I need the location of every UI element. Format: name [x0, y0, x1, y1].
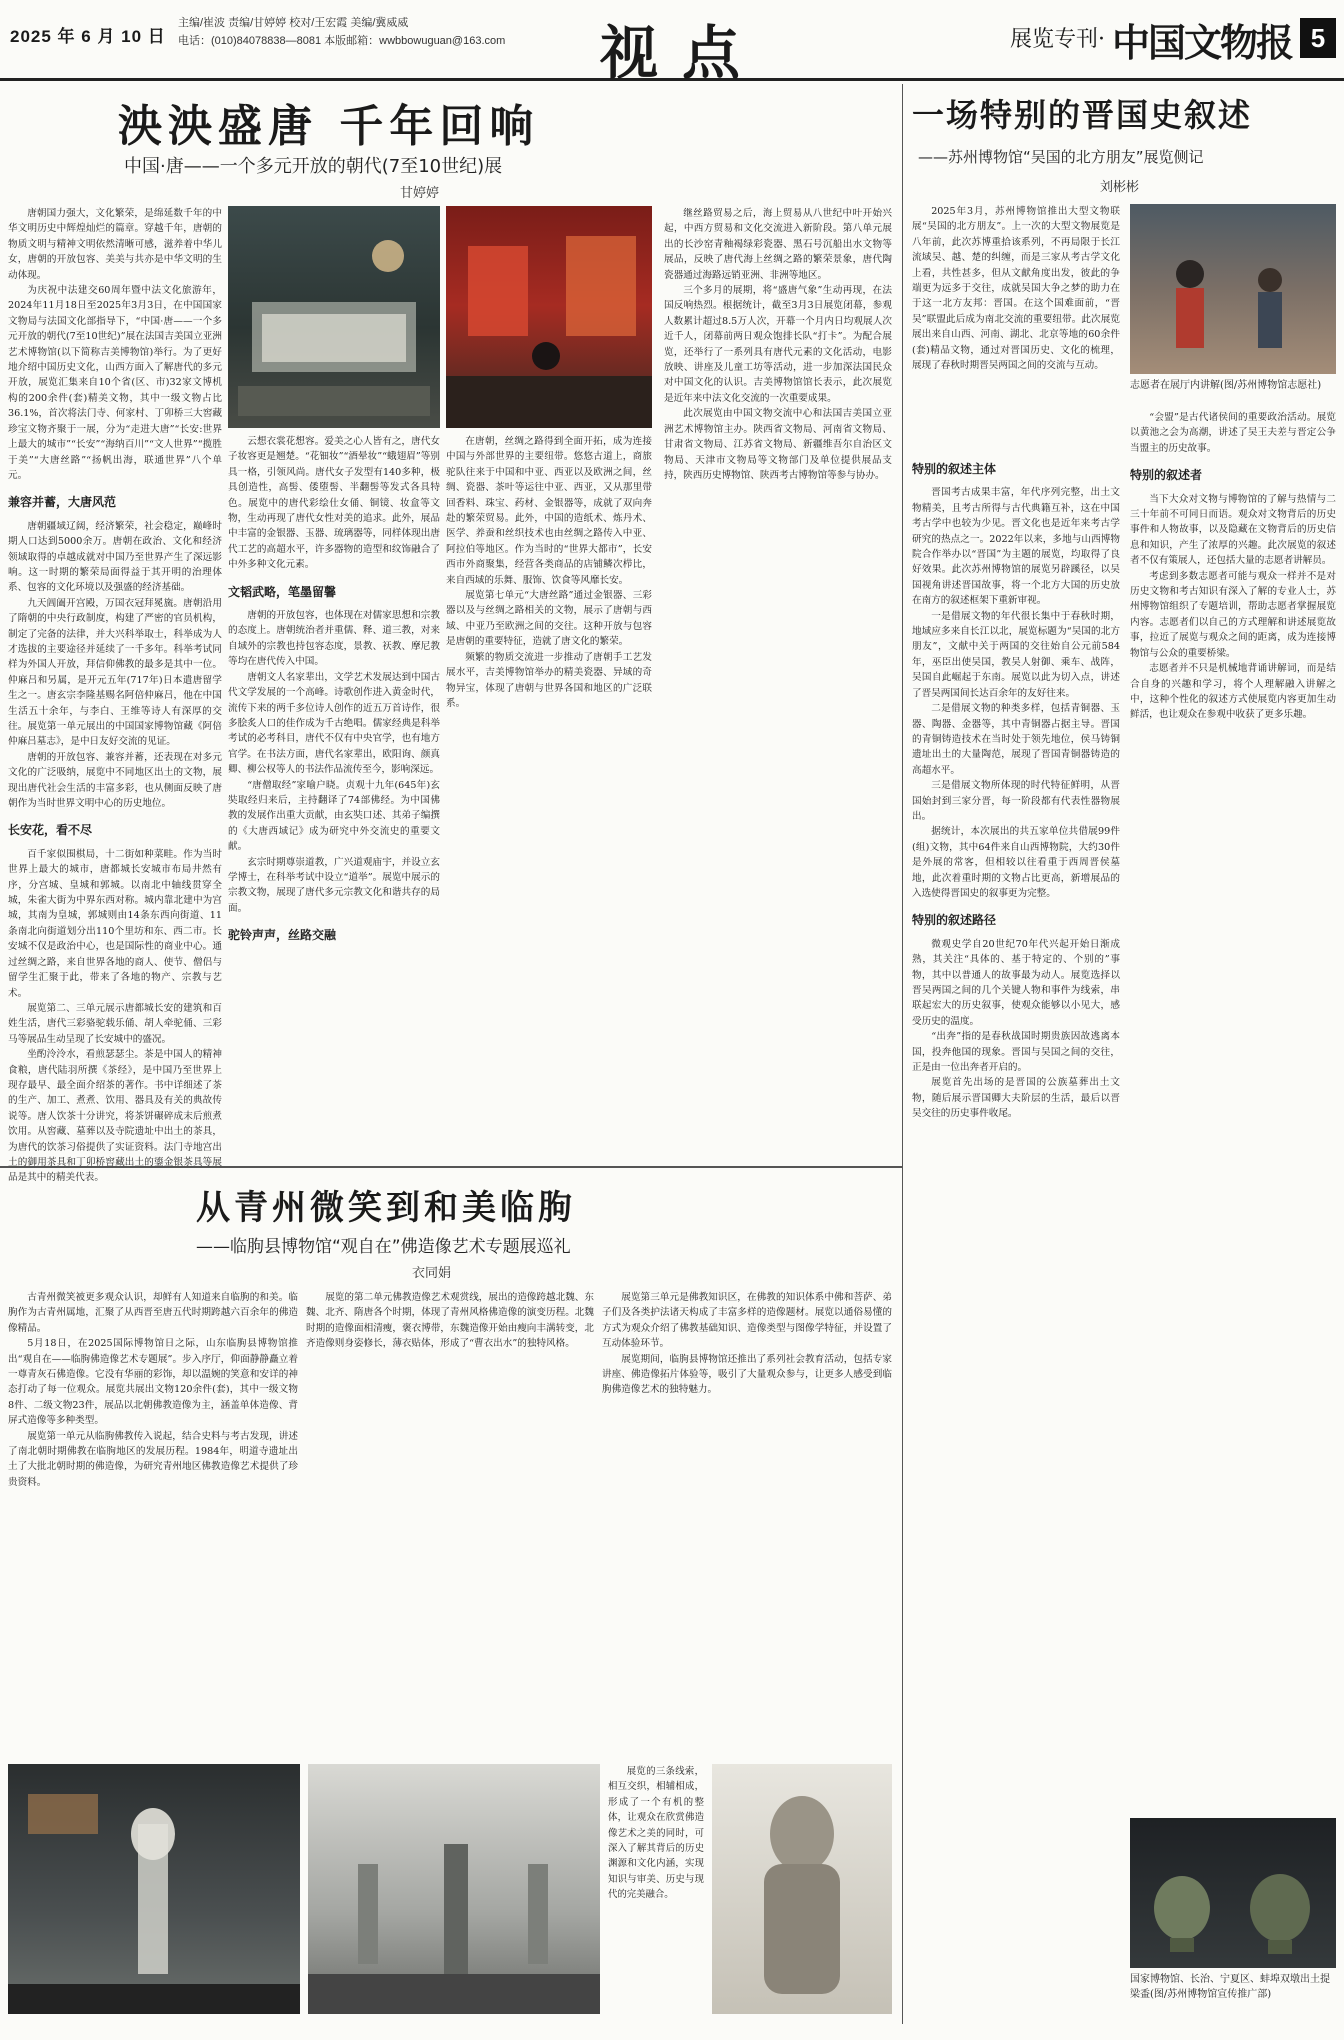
article3-author: 刘彬彬: [1100, 180, 1140, 195]
article3-subtitle: ——苏州博物馆“吴国的北方朋友”展览侧记: [918, 148, 1204, 166]
museum-display-photo-2: [446, 206, 652, 428]
article1-title: 泱泱盛唐 千年回响: [118, 101, 540, 152]
paragraph: 展览期间，临朐县博物馆还推出了系列社会教育活动，包括专家讲座、佛造像拓片体验等，吸引了大量观众参与，让更多人感受到临朐佛造像艺术的独特魅力。: [602, 1353, 892, 1396]
article3-title: 一场特别的晋国史叙述: [912, 96, 1253, 134]
buddha-closeup-photo: [712, 1764, 892, 2014]
paragraph: “会盟”是古代诸侯间的重要政治活动。展览以黄池之会为高潮，讲述了吴王夫差与晋定公争当盟主的历史故事。: [1130, 412, 1336, 454]
section-title: 视点: [600, 19, 765, 87]
article2-title: 从青州微笑到和美临朐: [196, 1188, 576, 1228]
article3-column-2: [1130, 410, 1336, 1810]
subheading: 特别的叙述主体: [912, 462, 997, 476]
article2-column-1: [8, 1290, 298, 1752]
column-divider: [902, 84, 903, 2024]
issue-date: 2025 年 6 月 10 日: [10, 27, 166, 46]
article1-author: 甘婷婷: [400, 186, 440, 201]
paragraph: 唐朝文人名家辈出，文学艺术发展达到中国古代文学发展的一个高峰。诗歌创作进入黄金时代，流传下来的两千多位诗人创作的近五万首诗作，很多脍炙人口的佳作成为千古绝唱。儒家经典是科举考试的必考科目，唐代不仅有中央官学，也有地方官学。在书法方面，唐代名家辈出，欧阳询、颜真卿、柳公权等人的书法作品流传至今，影响深远。: [228, 671, 440, 776]
paragraph: 展览第一单元从临朐佛教传入说起，结合史料与考古发现，讲述了南北朝时期佛教在临朐地区的发展历程。1984年，明道寺遗址出土了大批北朝时期的佛造像，为研究青州地区佛教造像艺术提供了珍贵资料。: [8, 1430, 298, 1488]
display-case-illustration: [228, 206, 440, 428]
volunteer-guide-photo: [1130, 204, 1336, 374]
paragraph: 继丝路贸易之后，海上贸易从八世纪中叶开始兴起，中西方贸易和文化交流进入新阶段。第八单元展出的长沙窑青釉褐绿彩瓷器、黑石号沉船出水文物等展品，反映了唐代海上丝绸之路的繁荣景象，唐代陶瓷器通过海路远销亚洲、非洲等地区。: [664, 208, 892, 281]
paragraph: 唐朝国力强大，文化繁荣，是绵延数千年的中华文明历史中辉煌灿烂的篇章。穿越千年，唐朝的物质文明与精神文明依然清晰可感，滋养着中华儿女，唐朝的开放包容、美美与共亦是中华文明的生动体现。: [8, 208, 222, 281]
buddha-exhibit-photo-2: [308, 1764, 600, 2014]
paragraph: 在唐朝，丝绸之路得到全面开拓，成为连接中国与外部世界的主要纽带。悠悠古道上，商旅驼队往来于中国和中亚、西亚以及欧洲之间，丝绸、瓷器、茶叶等运往中亚、西亚，又从那里带回香料、珠宝、药材、金银器等，成就了双向奔赴的繁荣贸易。此外，中国的造纸术、炼丹术、医学、养蚕和丝织技术也由丝绸之路传入中亚、阿拉伯等地区。作为当时的“世界大都市”，长安西市外商聚集，经营各类商品的店铺鳞次栉比，来自西域的乐舞、服饰、饮食等风靡长安。: [446, 436, 652, 586]
statue-hall-illustration: [8, 1764, 300, 2014]
article1-column-3: [446, 434, 652, 1156]
paragraph: 展览的第二单元佛教造像艺术观赏线，展出的造像跨越北魏、东魏、北齐、隋唐各个时期，体现了青州风格佛造像的演变历程。北魏时期的造像面相清瘦，褒衣博带，东魏造像开始由瘦向丰满转变，北齐造像则身姿修长，薄衣贴体，形成了“曹衣出水”的独特风格。: [306, 1292, 594, 1350]
paragraph: 玄宗时期尊崇道教，广兴道观庙宇，并设立玄学博士，在科举考试中设立“道举”。展览中展示的宗教文物，展现了唐代多元宗教文化和谐共存的局面。: [228, 856, 440, 914]
article1-column-4: [664, 206, 892, 1156]
paragraph: 云想衣裳花想容。爱美之心人皆有之，唐代女子妆容更是翘楚。“花钿妆”“酒晕妆”“蛾翅眉”等别具一格，引领风尚。唐代女子发型有140多种，极具创造性，高髻、倭堕髻、半翻髻等发式各具特色。展览中的唐代彩绘仕女俑、铜镜、妆盒等文物，生动再现了唐代女性对美的追求。此外，展品中丰富的金银器、玉器、琉璃器等，同样体现出唐代工艺的高超水平，许多器物的造型和纹饰融合了中外多种文化元素。: [228, 436, 440, 571]
paragraph: 5月18日，在2025国际博物馆日之际，山东临朐县博物馆推出“观自在——临朐佛造像艺术专题展”。步入序厅，仰面静静矗立着一尊青灰石佛造像。它没有华丽的彩饰，却以温婉的笑意和安详的神态打动了每一位观众。展览共展出文物120余件(套)，其中一级文物8件、二级文物23件，展品以北朝佛教造像为主，涵盖单体造像、背屏式造像等多种类型。: [8, 1338, 298, 1427]
bronze-he-vessels-illustration: [1130, 1818, 1336, 1968]
exhibition-hall-illustration: [446, 206, 652, 428]
paragraph: 频繁的物质交流进一步推动了唐朝手工艺发展水平，吉美博物馆举办的精美瓷器、异域的奇物异宝，体现了唐朝与世界各国和地区的广泛联系。: [446, 651, 652, 709]
paragraph: 微观史学自20世纪70年代兴起开始日渐成熟，其关注“具体的、基于特定的、个别的”事物，其中以普通人的故事最为动人。展览选择以晋吴两国之间的几个关键人物和事件为线索，串联起宏大的历史叙事，使观众能够以小见大，感受历史的温度。: [912, 938, 1120, 1027]
paragraph: 唐朝的开放包容，也体现在对儒家思想和宗教的态度上。唐朝统治者并重儒、释、道三教，对来自域外的宗教也持包容态度，景教、祆教、摩尼教等均在唐代传入中国。: [228, 610, 440, 668]
paragraph: 坐酌泠泠水，看煎瑟瑟尘。茶是中国人的精神食粮，唐代陆羽所撰《茶经》，是中国乃至世界上现存最早、最全面介绍茶的著作。书中详细述了茶的生产、加工、煮煮、饮用、器具及有关的典故传说等。唐人饮茶十分讲究，将茶饼碾碎成末后煎煮饮用。从窖藏、墓葬以及寺院遗址中出土的茶具，为唐代的饮茶习俗提供了实证资料。法门寺地宫出土的御用茶具和丁卯桥窖藏出土的鎏金银茶具等展品是其中的精美代表。: [8, 1049, 222, 1184]
paragraph: 志愿者并不只是机械地背诵讲解词，而是结合自身的兴趣和学习，将个人理解融入讲解之中，这种个性化的叙述方式使展览内容更加生动鲜活，也让观众在参观中收获了更多乐趣。: [1130, 663, 1336, 721]
page-number: 5: [1300, 18, 1336, 58]
article2-author: 衣同娟: [412, 1266, 452, 1281]
paragraph: 九天阊阖开宫殿，万国衣冠拜冕旒。唐朝沿用了隋朝的中央行政制度，构建了严密的官员机构，制定了完备的法律，并大兴科举取士，科举成为人才选拔的主要途径并延续了一千多年。科举考试同样为外国人开放，拜信仰佛教的最多是其中一位。仲麻吕和另属，是开元五年(717年)日本遣唐留学生之一。唐玄宗李隆基赐名阿倍仲麻吕，他在中国生活五十余年，与李白、王维等诗人有深厚的交往。展览第一单元展出的中国国家博物馆藏《阿倍仲麻吕墓志》，是中日友好交流的见证。: [8, 597, 222, 748]
subheading: 文韬武略，笔墨留馨: [228, 584, 337, 599]
article3-column-1: [912, 450, 1120, 2010]
paragraph: 为庆祝中法建交60周年暨中法文化旅游年，2024年11月18日至2025年3月3日，在中国国家文物局与法国文化部指导下，“中国·唐——一个多元开放的朝代(7至10世纪)”展在法国吉美国立亚洲艺术博物馆(以下简称吉美博物馆)举行。为了更好地介绍中国历史文化，山西方面入了解唐代的多元开放，展览汇集来自10个省(区、市)32家文博机构的200余件(套)精美文物，其中一级文物占比36.1%，首次将法门寺、何家村、丁卯桥三大窖藏珍宝文物齐聚于一展，分为“走进大唐”“长安:世界上最大的城市”“长安”“海纳百川”“文人世界”“揽胜于美”“大唐丝路”“扬帆出海，联通世界”八个单元。: [8, 285, 222, 481]
buddha-statue-illustration: [712, 1764, 892, 2014]
subheading: 特别的叙述路径: [912, 913, 997, 928]
paragraph: 百千家似围棋局，十二街如种菜畦。作为当时世界上最大的城市，唐都城长安城市布局井然有序，分宫城、皇城和郭城。以南北中轴线贯穿全城，朱雀大街为中界东西对称。城内靠北建中为宫城，其南为皇城，郭城则由14条东西向街道、11条南北向街道划分出110个里坊和东、西二市。长安城不仅是政治中心，也是国际性的商业中心。通过丝绸之路，来自世界各地的商人、使节、僧侣与留学生汇聚于此，带来了各地的物产、宗教与艺术。: [8, 848, 222, 999]
paragraph: 古青州微笑被更多观众认识，却鲜有人知道来自临朐的和美。临朐作为古青州属地，汇聚了从西晋至唐五代时期跨越六百余年的佛造像精品。: [8, 1292, 298, 1334]
editorial-credits: [178, 14, 578, 50]
subheading: 特别的叙述者: [1130, 468, 1203, 483]
subheading: 兼容并蓄，大唐风范: [8, 495, 117, 510]
article2-column-2: [306, 1290, 594, 1752]
paragraph: 晋国考古成果丰富，年代序列完整，出土文物精美，且考古所得与古代典籍互补，这在中国考古学中也较为少见。晋文化也是近年来考古学研究的热点之一。2022年以来，多地与山西博物院合作举办以“晋国”为主题的展览，均取得了良好效果。此次苏州博物馆的展览另辟蹊径，以吴国视角讲述晋国故事，将一个北方大国的历史放在南方的叙述框架下重新审视。: [912, 487, 1120, 607]
statue-corridor-illustration: [308, 1764, 600, 2014]
newspaper-logo: 中国文物报: [1112, 20, 1293, 65]
article1-column-1: [8, 206, 222, 1184]
paragraph: 展览第七单元“大唐丝路”通过金银器、三彩器以及与丝绸之路相关的文物，展示了唐朝与西域、中亚乃至欧洲之间的交往。这种开放与包容是唐朝的重要特征，造就了唐文化的繁荣。: [446, 590, 652, 648]
article1-column-2: [228, 434, 440, 1156]
subheading: 驼铃声声，丝路交融: [228, 928, 337, 943]
article2-subtitle: ——临朐县博物馆“观自在”佛造像艺术专题展巡礼: [196, 1237, 571, 1257]
paragraph: 据统计，本次展出的共五家单位共借展99件(组)文物，其中64件来自山西博物院，大约30件是外展的常客，但相较以往看重于西周晋侯墓地，此次着重时期的文物占比更高，新增展品的入选使得晋国史的叙事更为完整。: [912, 826, 1120, 899]
bronze-vessels-photo: [1130, 1818, 1336, 1968]
subheading: 长安花，看不尽: [8, 823, 93, 838]
paragraph: 2025年3月，苏州博物馆推出大型文物联展“吴国的北方朋友”。上一次的大型文物展览是八年前，此次苏博重拾该系列，不再局限于长江流域吴、越、楚的纠缠，而是三家从考古学文化上看，共性甚多，但从文献角度出发，彼此的争端更为远多于交往，成就吴国大争之梦的助力在于这一北方友邦：晋国。在这个国难面前，“晋吴”联盟此后成为南北交流的重要纽带。此次展览展出来自山西、河南、湖北、北京等地的60余件(套)精品文物，通过对晋国历史、文化的梳理，展现了春秋时期晋吴两国之间的交流与互动。: [912, 206, 1120, 372]
paragraph: 展览的三条线索，相互交织，相辅相成，形成了一个有机的整体，让观众在欣赏佛造像艺术之美的同时，可深入了解其背后的历史渊源和文化内涵，实现知识与审美、历史与现代的完美融合。: [608, 1766, 704, 1901]
credits-line-2: 电话：(010)84078838—8081 本版邮箱：wwbbowuguan@163.com: [178, 35, 506, 47]
paragraph: 三个多月的展期，将“盛唐气象”生动再现，在法国反响热烈。根据统计，截至3月3日展览闭幕，参观人数累计超过8.5万人次，开幕一个月内日均观展人次近千人，闭幕前两日观众饱排长队“打卡”。为配合展览，还举行了一系列具有唐代元素的文化活动，电影放映、讲座及儿童工坊等活动，进一步加深法国民众对中国文化的认识。吉美博物馆馆长表示，此次展览是近年来中法文化交流的一次重要成果。: [664, 285, 892, 404]
gallery-visitors-illustration: [1130, 204, 1336, 374]
volunteer-photo-caption: 志愿者在展厅内讲解(图/苏州博物馆志愿社): [1130, 380, 1322, 391]
paragraph: 展览第三单元是佛教知识区，在佛教的知识体系中佛和菩萨、弟子们及各类护法诸天构成了丰富多样的造像题材。展览以通俗易懂的方式为观众介绍了佛教基础知识、造像类型与图像学特征，并设置了互动体验环节。: [602, 1292, 892, 1350]
paragraph: 考虑到多数志愿者可能与观众一样并不是对历史文物和考古知识有深入了解的专业人士，苏州博物馆组织了专题培训，帮助志愿者掌握展览内容。志愿者们以自己的方式理解和讲述展览故事，拉近了展览与观众之间的距离，成为连接博物馆与公众的重要桥梁。: [1130, 570, 1336, 659]
article3-column-1-top: [912, 204, 1120, 444]
paragraph: 二是借展文物的种类多样，包括青铜器、玉器、陶器、金器等，其中青铜器占据主导。晋国的青铜铸造技术在当时处于领先地位，侯马铸铜遗址出土的大量陶范，展现了晋国青铜器铸造的高超水平。: [912, 703, 1120, 776]
paragraph: “唐僧取经”家喻户晓。贞观十九年(645年)玄奘取经归来后，主持翻译了74部佛经。为中国佛教的发展作出重大贡献，由玄奘口述、其弟子编撰的《大唐西域记》成为研究中外交流史的重要文献。: [228, 779, 440, 853]
paragraph: “出奔”指的是春秋战国时期贵族因故逃离本国，投奔他国的现象。晋国与吴国之间的交往，正是由一位出奔者开启的。: [912, 1031, 1120, 1074]
article1-subtitle: 中国·唐——一个多元开放的朝代(7至10世纪)展: [124, 156, 503, 177]
bronze-photo-caption: 国家博物馆、长治、宁夏区、蚌埠双墩出土提梁盉(图/苏州博物馆宣传推广部): [1130, 1974, 1330, 2000]
buddha-exhibit-photo-1: [8, 1764, 300, 2014]
paragraph: 当下大众对文物与博物馆的了解与热情与二三十年前不可同日而语。观众对文物背后的历史事件和人物故事，以及隐藏在文物背后的历史信息和知识，产生了浓厚的兴趣。此次展览的叙述者不仅有策展人，还包括大量的志愿者讲解员。: [1130, 493, 1336, 567]
paragraph: 唐朝疆域辽阔，经济繁荣，社会稳定，巅峰时期人口达到5000余万。唐朝在政治、文化和经济领域取得的卓越成就对中国乃至世界产生了深远影响。这一时期的繁荣局面得益于其开明的治理体系、包容的文化环境以及强盛的经济基础。: [8, 520, 222, 594]
museum-display-photo-1: [228, 206, 440, 428]
paragraph: 展览第二、三单元展示唐都城长安的建筑和百姓生活，唐代三彩骆驼载乐俑、胡人牵驼俑、三彩马等展品生动呈现了长安城中的盛况。: [8, 1002, 222, 1045]
special-label: 展览专刊·: [1010, 27, 1105, 52]
credits-line-1: 主编/崔波 责编/甘婷婷 校对/王宏霞 美编/冀威威: [178, 17, 409, 29]
article2-column-3: [602, 1290, 892, 1752]
paragraph: 三是借展文物所体现的时代特征鲜明，从晋国始封到三家分晋，每一阶段都有代表性器物展出。: [912, 780, 1120, 822]
paragraph: 一是借展文物的年代很长集中于春秋时期，地域应多来自长江以北，展览标题为“吴国的北方朋友”，文献中关于两国的交往始自公元前584年，巫臣出使吴国，教吴人射御、乘车、战阵，吴国自此崛起于东南。展览以此为切入点，讲述了晋吴两国间长达百余年的友好往来。: [912, 610, 1120, 699]
paragraph: 展览首先出场的是晋国的公族墓葬出土文物，随后展示晋国卿大夫阶层的生活，最后以晋吴交往的历史事件收尾。: [912, 1077, 1120, 1120]
paragraph: 唐朝的开放包容、兼容并蓄，还表现在对多元文化的广泛吸纳，展览中不同地区出土的文物，展现出唐代社会生活的丰富多彩，也从侧面反映了唐朝作为当时世界文明中心的历史地位。: [8, 751, 222, 810]
paragraph: 此次展览由中国文物交流中心和法国吉美国立亚洲艺术博物馆主办。陕西省文物局、河南省文物局、甘肃省文物局、江苏省文物局、新疆维吾尔自治区文物局、天津市文物局等文物部门及单位提供展品支持，陕西历史博物馆、陕西考古博物馆等参与协办。: [664, 408, 892, 481]
article2-side-column: [608, 1764, 704, 2014]
